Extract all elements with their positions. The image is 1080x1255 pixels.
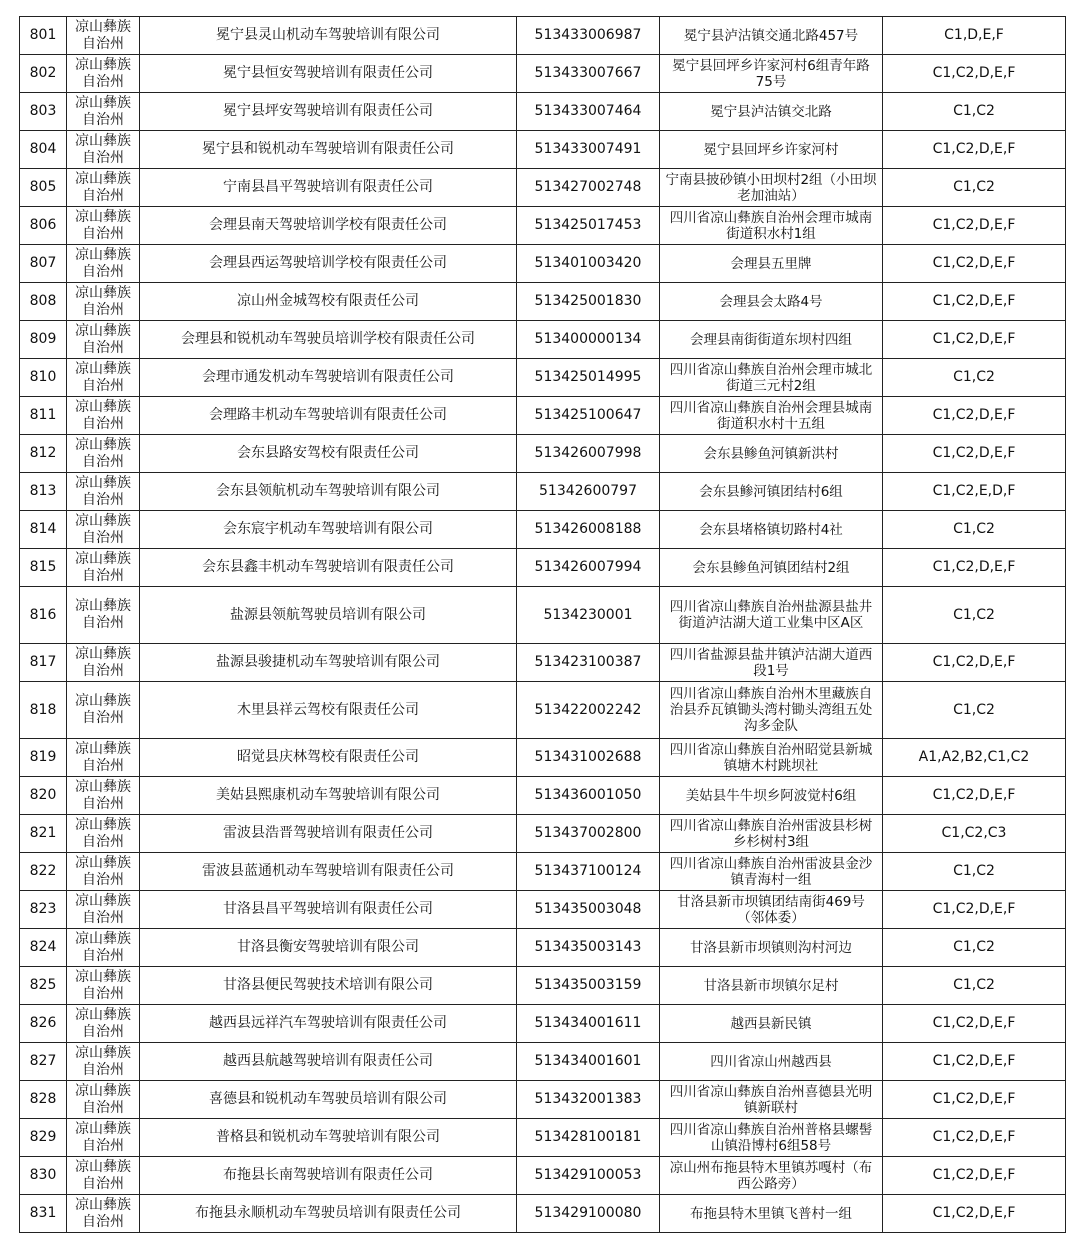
license-class-cell: C1,C2,D,E,F <box>883 1119 1066 1157</box>
region-cell: 凉山彝族自治州 <box>67 644 140 682</box>
region-cell: 凉山彝族自治州 <box>67 17 140 55</box>
school-name-cell: 冕宁县和锐机动车驾驶培训有限责任公司 <box>140 131 517 169</box>
license-class-cell: C1,C2 <box>883 511 1066 549</box>
row-number: 812 <box>20 435 67 473</box>
table-row <box>20 169 1066 207</box>
license-class-cell: C1,C2,D,E,F <box>883 549 1066 587</box>
license-code-cell: 513429100080 <box>517 1195 660 1233</box>
license-class-cell: C1,C2,D,E,F <box>883 1043 1066 1081</box>
row-number: 828 <box>20 1081 67 1119</box>
address-cell: 四川省凉山彝族自治州会理县城南街道积水村十五组 <box>660 397 883 435</box>
row-number: 824 <box>20 929 67 967</box>
row-number: 803 <box>20 93 67 131</box>
license-class-cell: C1,C2 <box>883 169 1066 207</box>
license-code-cell: 513437002800 <box>517 815 660 853</box>
school-name-cell: 雷波县浩晋驾驶培训有限责任公司 <box>140 815 517 853</box>
region-cell: 凉山彝族自治州 <box>67 1157 140 1195</box>
row-number: 807 <box>20 245 67 283</box>
school-name-cell: 普格县和锐机动车驾驶培训有限公司 <box>140 1119 517 1157</box>
region-cell: 凉山彝族自治州 <box>67 891 140 929</box>
row-number: 804 <box>20 131 67 169</box>
license-code-cell: 513435003159 <box>517 967 660 1005</box>
region-cell: 凉山彝族自治州 <box>67 815 140 853</box>
license-code-cell: 513433007464 <box>517 93 660 131</box>
address-cell: 布拖县特木里镇飞普村一组 <box>660 1195 883 1233</box>
table-row <box>20 777 1066 815</box>
license-class-cell: C1,C2,D,E,F <box>883 891 1066 929</box>
school-name-cell: 喜德县和锐机动车驾驶员培训有限公司 <box>140 1081 517 1119</box>
region-cell: 凉山彝族自治州 <box>67 359 140 397</box>
license-code-cell: 51342600797 <box>517 473 660 511</box>
table-row <box>20 1195 1066 1233</box>
address-cell: 会东县鲹鱼河镇团结村2组 <box>660 549 883 587</box>
school-name-cell: 布拖县永顺机动车驾驶员培训有限责任公司 <box>140 1195 517 1233</box>
license-class-cell: C1,C2,D,E,F <box>883 1005 1066 1043</box>
license-class-cell: C1,C2,D,E,F <box>883 1195 1066 1233</box>
school-name-cell: 盐源县领航驾驶员培训有限公司 <box>140 587 517 644</box>
region-cell: 凉山彝族自治州 <box>67 131 140 169</box>
license-class-cell: C1,C2,D,E,F <box>883 435 1066 473</box>
table-row <box>20 644 1066 682</box>
region-cell: 凉山彝族自治州 <box>67 511 140 549</box>
license-code-cell: 513434001611 <box>517 1005 660 1043</box>
row-number: 801 <box>20 17 67 55</box>
license-class-cell: C1,C2,D,E,F <box>883 55 1066 93</box>
table-row <box>20 93 1066 131</box>
school-name-cell: 冕宁县坪安驾驶培训有限责任公司 <box>140 93 517 131</box>
row-number: 806 <box>20 207 67 245</box>
license-class-cell: C1,C2,D,E,F <box>883 397 1066 435</box>
table-row <box>20 397 1066 435</box>
license-code-cell: 513426008188 <box>517 511 660 549</box>
school-name-cell: 会东县鑫丰机动车驾驶培训有限责任公司 <box>140 549 517 587</box>
license-class-cell: C1,C2,C3 <box>883 815 1066 853</box>
table-row <box>20 283 1066 321</box>
row-number: 809 <box>20 321 67 359</box>
address-cell: 四川省凉山州越西县 <box>660 1043 883 1081</box>
school-name-cell: 会理市通发机动车驾驶培训有限责任公司 <box>140 359 517 397</box>
school-name-cell: 宁南县昌平驾驶培训有限责任公司 <box>140 169 517 207</box>
address-cell: 会理县会太路4号 <box>660 283 883 321</box>
table-row <box>20 929 1066 967</box>
school-name-cell: 会理县西运驾驶培训学校有限责任公司 <box>140 245 517 283</box>
address-cell: 美姑县牛牛坝乡阿波觉村6组 <box>660 777 883 815</box>
license-code-cell: 513428100181 <box>517 1119 660 1157</box>
address-cell: 四川省凉山彝族自治州会理市城北街道三元村2组 <box>660 359 883 397</box>
row-number: 823 <box>20 891 67 929</box>
license-class-cell: C1,C2,D,E,F <box>883 207 1066 245</box>
region-cell: 凉山彝族自治州 <box>67 1005 140 1043</box>
license-code-cell: 513425100647 <box>517 397 660 435</box>
school-name-cell: 越西县远祥汽车驾驶培训有限责任公司 <box>140 1005 517 1043</box>
license-class-cell: C1,C2,D,E,F <box>883 1157 1066 1195</box>
table-row <box>20 131 1066 169</box>
address-cell: 冕宁县回坪乡许家河村6组青年路75号 <box>660 55 883 93</box>
school-name-cell: 冕宁县恒安驾驶培训有限责任公司 <box>140 55 517 93</box>
address-cell: 甘洛县新市坝镇尔足村 <box>660 967 883 1005</box>
license-class-cell: C1,C2,D,E,F <box>883 1081 1066 1119</box>
school-name-cell: 凉山州金城驾校有限责任公司 <box>140 283 517 321</box>
license-class-cell: C1,C2,D,E,F <box>883 131 1066 169</box>
table-row <box>20 245 1066 283</box>
school-name-cell: 美姑县熙康机动车驾驶培训有限公司 <box>140 777 517 815</box>
table-row <box>20 853 1066 891</box>
row-number: 821 <box>20 815 67 853</box>
address-cell: 凉山州布拖县特木里镇苏嘎村（布西公路旁） <box>660 1157 883 1195</box>
license-code-cell: 513432001383 <box>517 1081 660 1119</box>
license-code-cell: 513437100124 <box>517 853 660 891</box>
address-cell: 冕宁县泸沽镇交通北路457号 <box>660 17 883 55</box>
license-class-cell: C1,C2,D,E,F <box>883 321 1066 359</box>
school-name-cell: 冕宁县灵山机动车驾驶培训有限公司 <box>140 17 517 55</box>
row-number: 830 <box>20 1157 67 1195</box>
license-class-cell: C1,C2,D,E,F <box>883 644 1066 682</box>
region-cell: 凉山彝族自治州 <box>67 93 140 131</box>
table-row <box>20 17 1066 55</box>
license-code-cell: 513425014995 <box>517 359 660 397</box>
license-class-cell: A1,A2,B2,C1,C2 <box>883 739 1066 777</box>
table-row <box>20 967 1066 1005</box>
address-cell: 四川省凉山彝族自治州会理市城南街道积水村1组 <box>660 207 883 245</box>
row-number: 802 <box>20 55 67 93</box>
license-code-cell: 513431002688 <box>517 739 660 777</box>
address-cell: 四川省盐源县盐井镇泸沽湖大道西段1号 <box>660 644 883 682</box>
region-cell: 凉山彝族自治州 <box>67 435 140 473</box>
license-code-cell: 513422002242 <box>517 682 660 739</box>
license-code-cell: 513400000134 <box>517 321 660 359</box>
table-row <box>20 207 1066 245</box>
license-class-cell: C1,C2 <box>883 587 1066 644</box>
license-code-cell: 513433007667 <box>517 55 660 93</box>
region-cell: 凉山彝族自治州 <box>67 1119 140 1157</box>
row-number: 813 <box>20 473 67 511</box>
license-class-cell: C1,C2 <box>883 682 1066 739</box>
table-row <box>20 549 1066 587</box>
row-number: 819 <box>20 739 67 777</box>
region-cell: 凉山彝族自治州 <box>67 397 140 435</box>
region-cell: 凉山彝族自治州 <box>67 207 140 245</box>
row-number: 817 <box>20 644 67 682</box>
table-row <box>20 1005 1066 1043</box>
table-row <box>20 739 1066 777</box>
table-wrapper <box>19 16 1066 1233</box>
school-name-cell: 甘洛县昌平驾驶培训有限责任公司 <box>140 891 517 929</box>
license-code-cell: 513401003420 <box>517 245 660 283</box>
license-code-cell: 513427002748 <box>517 169 660 207</box>
region-cell: 凉山彝族自治州 <box>67 967 140 1005</box>
school-name-cell: 雷波县蓝通机动车驾驶培训有限责任公司 <box>140 853 517 891</box>
table-row <box>20 55 1066 93</box>
license-class-cell: C1,C2 <box>883 929 1066 967</box>
license-code-cell: 513433006987 <box>517 17 660 55</box>
license-code-cell: 513425017453 <box>517 207 660 245</box>
table-row <box>20 815 1066 853</box>
school-name-cell: 盐源县骏捷机动车驾驶培训有限公司 <box>140 644 517 682</box>
table-row <box>20 682 1066 739</box>
license-code-cell: 513436001050 <box>517 777 660 815</box>
table-row <box>20 1119 1066 1157</box>
address-cell: 四川省凉山彝族自治州盐源县盐井街道泸沽湖大道工业集中区A区 <box>660 587 883 644</box>
row-number: 810 <box>20 359 67 397</box>
table-row <box>20 359 1066 397</box>
address-cell: 越西县新民镇 <box>660 1005 883 1043</box>
license-code-cell: 513423100387 <box>517 644 660 682</box>
address-cell: 冕宁县泸沽镇交北路 <box>660 93 883 131</box>
region-cell: 凉山彝族自治州 <box>67 245 140 283</box>
region-cell: 凉山彝族自治州 <box>67 549 140 587</box>
address-cell: 宁南县披砂镇小田坝村2组（小田坝老加油站） <box>660 169 883 207</box>
region-cell: 凉山彝族自治州 <box>67 1043 140 1081</box>
region-cell: 凉山彝族自治州 <box>67 55 140 93</box>
table-row <box>20 891 1066 929</box>
table-row <box>20 587 1066 644</box>
address-cell: 会东县鲹河镇团结村6组 <box>660 473 883 511</box>
address-cell: 四川省凉山彝族自治州木里藏族自治县乔瓦镇锄头湾村锄头湾组五处沟多金队 <box>660 682 883 739</box>
school-name-cell: 会东县领航机动车驾驶培训有限公司 <box>140 473 517 511</box>
row-number: 808 <box>20 283 67 321</box>
license-class-cell: C1,C2 <box>883 359 1066 397</box>
license-class-cell: C1,C2,E,D,F <box>883 473 1066 511</box>
school-name-cell: 会东县路安驾校有限责任公司 <box>140 435 517 473</box>
region-cell: 凉山彝族自治州 <box>67 473 140 511</box>
license-code-cell: 513433007491 <box>517 131 660 169</box>
region-cell: 凉山彝族自治州 <box>67 682 140 739</box>
row-number: 822 <box>20 853 67 891</box>
table-row <box>20 511 1066 549</box>
row-number: 815 <box>20 549 67 587</box>
school-name-cell: 会理县南天驾驶培训学校有限责任公司 <box>140 207 517 245</box>
driving-school-table <box>19 16 1066 1233</box>
address-cell: 冕宁县回坪乡许家河村 <box>660 131 883 169</box>
row-number: 818 <box>20 682 67 739</box>
school-name-cell: 甘洛县便民驾驶技术培训有限公司 <box>140 967 517 1005</box>
row-number: 827 <box>20 1043 67 1081</box>
school-name-cell: 会理路丰机动车驾驶培训有限责任公司 <box>140 397 517 435</box>
table-row <box>20 1043 1066 1081</box>
license-class-cell: C1,D,E,F <box>883 17 1066 55</box>
license-code-cell: 513435003143 <box>517 929 660 967</box>
region-cell: 凉山彝族自治州 <box>67 929 140 967</box>
license-code-cell: 513429100053 <box>517 1157 660 1195</box>
license-class-cell: C1,C2 <box>883 93 1066 131</box>
license-code-cell: 513434001601 <box>517 1043 660 1081</box>
table-body <box>20 17 1066 1233</box>
address-cell: 会理县南街街道东坝村四组 <box>660 321 883 359</box>
license-class-cell: C1,C2,D,E,F <box>883 777 1066 815</box>
row-number: 814 <box>20 511 67 549</box>
region-cell: 凉山彝族自治州 <box>67 739 140 777</box>
address-cell: 甘洛县新市坝镇团结南街469号（邻体委） <box>660 891 883 929</box>
address-cell: 会东县鲹鱼河镇新洪村 <box>660 435 883 473</box>
row-number: 831 <box>20 1195 67 1233</box>
license-code-cell: 513426007994 <box>517 549 660 587</box>
region-cell: 凉山彝族自治州 <box>67 1195 140 1233</box>
region-cell: 凉山彝族自治州 <box>67 587 140 644</box>
region-cell: 凉山彝族自治州 <box>67 777 140 815</box>
table-row <box>20 473 1066 511</box>
address-cell: 四川省凉山彝族自治州雷波县杉树乡杉树村3组 <box>660 815 883 853</box>
region-cell: 凉山彝族自治州 <box>67 169 140 207</box>
address-cell: 四川省凉山彝族自治州普格县螺髻山镇沿博村6组58号 <box>660 1119 883 1157</box>
table-row <box>20 321 1066 359</box>
school-name-cell: 会理县和锐机动车驾驶员培训学校有限责任公司 <box>140 321 517 359</box>
row-number: 825 <box>20 967 67 1005</box>
row-number: 829 <box>20 1119 67 1157</box>
address-cell: 四川省凉山彝族自治州昭觉县新城镇塘木村跳坝社 <box>660 739 883 777</box>
license-code-cell: 513426007998 <box>517 435 660 473</box>
row-number: 816 <box>20 587 67 644</box>
license-class-cell: C1,C2,D,E,F <box>883 283 1066 321</box>
license-class-cell: C1,C2,D,E,F <box>883 245 1066 283</box>
row-number: 826 <box>20 1005 67 1043</box>
table-row <box>20 1157 1066 1195</box>
school-name-cell: 会东宸宇机动车驾驶培训有限公司 <box>140 511 517 549</box>
school-name-cell: 木里县祥云驾校有限责任公司 <box>140 682 517 739</box>
region-cell: 凉山彝族自治州 <box>67 283 140 321</box>
row-number: 820 <box>20 777 67 815</box>
license-code-cell: 513435003048 <box>517 891 660 929</box>
address-cell: 甘洛县新市坝镇则沟村河边 <box>660 929 883 967</box>
table-row <box>20 435 1066 473</box>
address-cell: 会理县五里牌 <box>660 245 883 283</box>
license-code-cell: 5134230001 <box>517 587 660 644</box>
school-name-cell: 昭觉县庆林驾校有限责任公司 <box>140 739 517 777</box>
license-class-cell: C1,C2 <box>883 967 1066 1005</box>
address-cell: 会东县堵格镇切路村4社 <box>660 511 883 549</box>
school-name-cell: 越西县航越驾驶培训有限责任公司 <box>140 1043 517 1081</box>
row-number: 805 <box>20 169 67 207</box>
address-cell: 四川省凉山彝族自治州雷波县金沙镇青海村一组 <box>660 853 883 891</box>
region-cell: 凉山彝族自治州 <box>67 321 140 359</box>
license-code-cell: 513425001830 <box>517 283 660 321</box>
address-cell: 四川省凉山彝族自治州喜德县光明镇新联村 <box>660 1081 883 1119</box>
table-row <box>20 1081 1066 1119</box>
school-name-cell: 甘洛县衡安驾驶培训有限公司 <box>140 929 517 967</box>
region-cell: 凉山彝族自治州 <box>67 1081 140 1119</box>
license-class-cell: C1,C2 <box>883 853 1066 891</box>
school-name-cell: 布拖县长南驾驶培训有限责任公司 <box>140 1157 517 1195</box>
region-cell: 凉山彝族自治州 <box>67 853 140 891</box>
row-number: 811 <box>20 397 67 435</box>
